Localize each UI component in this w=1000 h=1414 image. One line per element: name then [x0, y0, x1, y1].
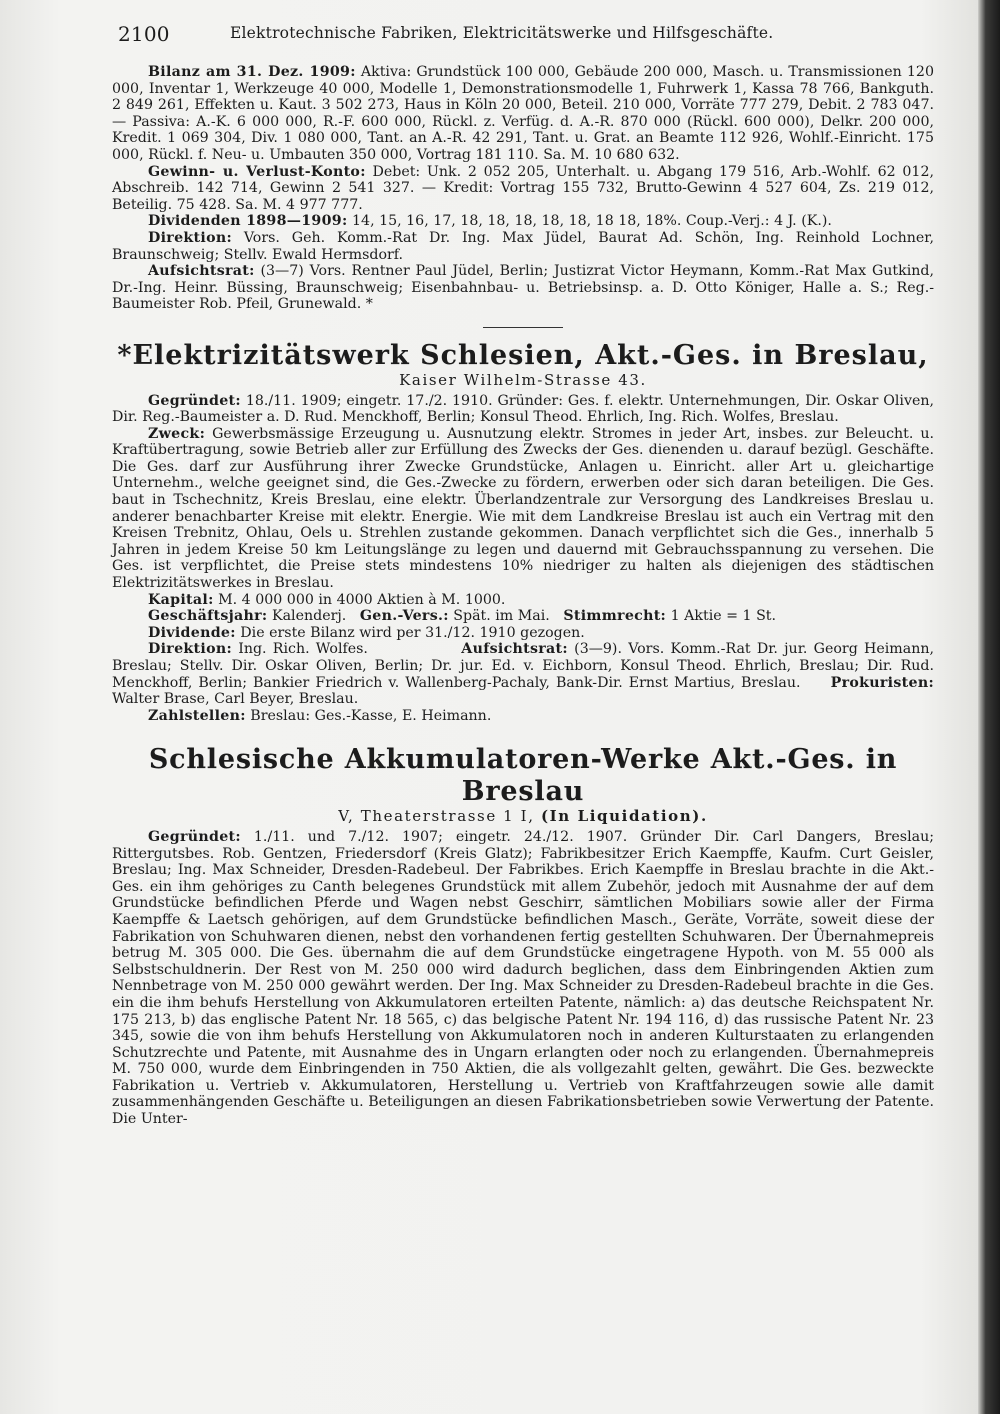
aufsichtsrat-label: Aufsichtsrat: [148, 263, 255, 280]
zweck-paragraph [112, 426, 934, 592]
aufsichtsrat2-text: (3—9). Vors. Komm.-Rat Dr. jur. Georg Heimann, Breslau; Stellv. Dir. Oskar Oliven, Berlin; Dr. jur. Ed. v. Eichborn, Konsul Theod. Ehrlich, Breslau; Dir. Rud. Menckhoff, Berlin; Bankier Friedrich v. Wallenberg-Pachaly, Bank-Dir. Ernst Martius, Breslau. [112, 641, 935, 691]
kapital-label: Kapital: [148, 591, 214, 608]
page-number: 2100 [118, 22, 170, 46]
dividende-text: Die erste Bilanz wird per 31./12. 1910 gezogen. [240, 624, 585, 641]
gegruendet-paragraph [112, 393, 934, 426]
page-content [112, 64, 934, 1128]
dividenden-label: Dividenden 1898—1909: [148, 213, 348, 230]
company-address-2-text: V, Theaterstrasse 1 I, [338, 807, 535, 826]
zahlstellen-text: Breslau: Ges.-Kasse, E. Heimann. [250, 707, 492, 724]
direktion2-text: Ing. Rich. Wolfes. [238, 641, 368, 658]
direktion2-label: Direktion: [148, 641, 232, 658]
geschaeftsjahr-text: Kalenderj. [272, 608, 347, 625]
dividende-paragraph [112, 625, 934, 642]
company-address-2 [112, 808, 934, 825]
dividende-label: Dividende: [148, 624, 236, 641]
gewinn-text: Debet: Unk. 2 052 205, Unterhalt. u. Abgang 179 516, Arb.-Wohlf. 62 012, Abschreib. 142 714, Gewinn 2 541 327. — Kredit: Vortrag 155 732, Brutto-Gewinn 4 527 604, Zs. 219 012, Beteilig. 75 428. Sa. M. 4 977 777. [112, 163, 934, 213]
stimmrecht-label: Stimmrecht: [563, 608, 667, 625]
zweck-label: Zweck: [148, 425, 206, 442]
bilanz-paragraph [112, 64, 934, 164]
aufsichtsrat-text: (3—7) Vors. Rentner Paul Jüdel, Berlin; Justizrat Victor Heymann, Komm.-Rat Max Gutkind, Dr.-Ing. Heinr. Büssing, Braunschweig; Eisenbahnbau- u. Betriebsinsp. a. D. Otto Königer, Halle a. S.; Reg.-Baumeister Rob. Pfeil, Grunewald. * [112, 263, 934, 313]
dividenden-paragraph [112, 213, 934, 230]
section-divider [483, 327, 563, 328]
geschaeftsjahr-label: Geschäftsjahr: [148, 608, 268, 625]
page-header [118, 20, 948, 50]
bilanz-text: Aktiva: Grundstück 100 000, Gebäude 200 000, Masch. u. Transmissionen 120 000, Inventar 1, Werkzeuge 40 000, Modelle 1, Demonstrationsmodelle 1, Fuhrwerk 1, Kassa 78 766, Bankguth. 2 849 261, Effekten u. Kaut. 3 502 273, Haus in Köln 20 000, Beteil. 210 000, Vorräte 777 279, Debit. 2 783 047. — Passiva: A.-K. 6 000 000, R.-F. 600 000, Rückl. z. Verfüg. d. A.-R. 870 000 (Rückl. 600 000), Delkr. 200 000, Kredit. 1 069 304, Div. 1 080 000, Tant. an A.-R. 42 291, Tant. u. Grat. an Beamte 112 926, Wohlf.-Einricht. 175 000, Rückl. f. Neu- u. Umbauten 350 000, Vortrag 181 110. Sa. M. 10 680 632. [112, 64, 934, 163]
genvers-label: Gen.-Vers.: [359, 608, 449, 625]
gegruendet3-label: Gegründet: [148, 828, 241, 845]
gewinn-label: Gewinn- u. Verlust-Konto: [148, 163, 366, 180]
company-title-2: Schlesische Akkumulatoren-Werke Akt.-Ges. in Breslau [148, 744, 898, 808]
direktion-paragraph [112, 230, 934, 263]
zahlstellen-paragraph [112, 708, 934, 725]
running-title: Elektrotechnische Fabriken, Elektricitätswerke und Hilfsgeschäfte. [230, 24, 774, 42]
kapital-paragraph [112, 592, 934, 609]
zahlstellen-label: Zahlstellen: [148, 707, 246, 724]
aufsichtsrat2-label: Aufsichtsrat: [461, 641, 568, 658]
gegruendet-text: 18./11. 1909; eingetr. 17./2. 1910. Gründer: Ges. f. elektr. Unternehmungen, Dir. Oskar Oliven, Dir. Reg.-Baumeister a. D. Rud. Menckhoff, Berlin; Konsul Theod. Ehrlich, Ing. Rich. Wolfes, Breslau. [112, 392, 935, 426]
company-address: Kaiser Wilhelm-Strasse 43. [399, 370, 647, 389]
liquidation-status: (In Liquidation). [540, 807, 708, 826]
geschaeftsjahr-paragraph [112, 608, 934, 625]
prokuristen-text: Walter Brase, Carl Beyer, Breslau. [112, 691, 359, 708]
gegruendet-label: Gegründet: [148, 392, 241, 409]
gegruendet3-paragraph [112, 829, 934, 1128]
gegruendet3-text: 1./11. und 7./12. 1907; eingetr. 24./12. 1907. Gründer Dir. Carl Dangers, Breslau; Rittergutsbes. Rob. Gentzen, Friedersdorf (Kreis Glatz); Fabrikbesitzer Erich Kaempffe, Kaufm. Curt Geisler, Breslau; Ing. Max Schneider, Dresden-Radebeul. Der Fabrikbes. Erich Kaempffe in Breslau brachte in die Akt.-Ges. ein ihm gehöriges zu Canth belegenes Grundstück mit allem Zubehör, jedoch mit Ausnahme der auf dem Grundstücke befindlichen Pferde und Wagen nebst Geschirr, sämtlichen Mobiliars sowie aller der Firma Kaempffe & Laetsch gehörigen, auf dem Grundstücke befindlichen Masch., Geräte, Vorräte, soweit diese der Fabrikation von Schuhwaren dienen, nebst den vorhandenen fertig gestellten Schuhwaren. Der Übernahmepreis betrug M. 305 000. Die Ges. übernahm die auf dem Grundstücke eingetragene Hypoth. von M. 55 000 als Selbstschuldnerin. Der Rest von M. 250 000 wird dadurch beglichen, dass dem Einbringenden Aktien zum Nennbetrage von M. 250 000 gewährt werden. Der Ing. Max Schneider zu Dresden-Radebeul brachte in die Ges. ein die ihm behufs Herstellung von Akkumulatoren erteilten Patente, nämlich: a) das deutsche Reichspatent Nr. 175 213, b) das englische Patent Nr. 18 565, c) das belgische Patent Nr. 194 116, d) das russische Patent Nr. 23 345, sowie die von ihm behufs Herstellung von Akkumulatoren noch in anderen Kulturstaaten zu erlangenden Schutzrechte und Patente, mit Ausnahme des in Ungarn erlangten oder noch zu erlangenden. Übernahmepreis M. 750 000, wurde dem Einbringenden in 750 Aktien, die als vollgezahlt gelten, gewährt. Die Ges. bezweckte Fabrikation u. Vertrieb v. Akkumulatoren, Herstellung u. Vertrieb von Kraftfahrzeugen sowie alle damit zusammenhängenden Geschäfte u. Beteiligungen an diesen Fabrikationsbetrieben sowie Verwertung der Patente. Die Unter- [112, 828, 934, 1128]
prokuristen-label: Prokuristen: [830, 674, 934, 691]
gewinn-paragraph [112, 164, 934, 214]
aufsichtsrat-paragraph [112, 263, 934, 313]
direktion-label: Direktion: [148, 229, 232, 246]
direktion-text: Vors. Geh. Komm.-Rat Dr. Ing. Max Jüdel, Baurat Ad. Schön, Ing. Reinhold Lochner, Braunschweig; Stellv. Ewald Hermsdorf. [112, 229, 934, 263]
dividenden-text: 14, 15, 16, 17, 18, 18, 18, 18, 18, 18 18, 18%. Coup.-Verj.: 4 J. (K.). [352, 213, 832, 230]
company-title: *Elektrizitätswerk Schlesien, Akt.-Ges. in Breslau, [117, 339, 929, 371]
kapital-text: M. 4 000 000 in 4000 Aktien à M. 1000. [218, 591, 506, 608]
page-edge [978, 0, 1000, 1414]
direktion2-paragraph [112, 641, 934, 707]
bilanz-label: Bilanz am 31. Dez. 1909: [148, 64, 356, 80]
genvers-text: Spät. im Mai. [453, 608, 550, 625]
zweck-text: Gewerbsmässige Erzeugung u. Ausnutzung elektr. Stromes in jeder Art, insbes. zur Beleucht. u. Kraftübertragung, sowie Betrieb aller zur Erfüllung des Zwecks der Ges. dienenden u. darauf bezügl. Geschäfte. Die Ges. darf zur Ausführung ihrer Zwecke Grundstücke, Anlagen u. Einricht. aller Art u. gleichartige Unternehm., welche geeignet sind, die Ges.-Zwecke zu fördern, erwerben oder sich daran beteiligen. Die Ges. baut in Tschechnitz, Kreis Breslau, eine elektr. Überlandzentrale zur Versorgung des Landkreises Breslau u. anderer benachbarter Kreise mit elektr. Energie. Wie mit dem Landkreise Breslau ist auch ein Vertrag mit den Kreisen Trebnitz, Ohlau, Oels u. Strehlen zustande gekommen. Danach verpflichtet sich die Ges., innerhalb 5 Jahren in jedem Kreise 50 km Leitungslänge zu legen und dauernd mit Gebrauchsspannung zu versehen. Die Ges. ist verpflichtet, die Preise stets mindestens 10% niedriger zu halten als diejenigen des städtischen Elektrizitätswerkes in Breslau. [112, 425, 934, 592]
stimmrecht-text: 1 Aktie = 1 St. [670, 608, 776, 625]
